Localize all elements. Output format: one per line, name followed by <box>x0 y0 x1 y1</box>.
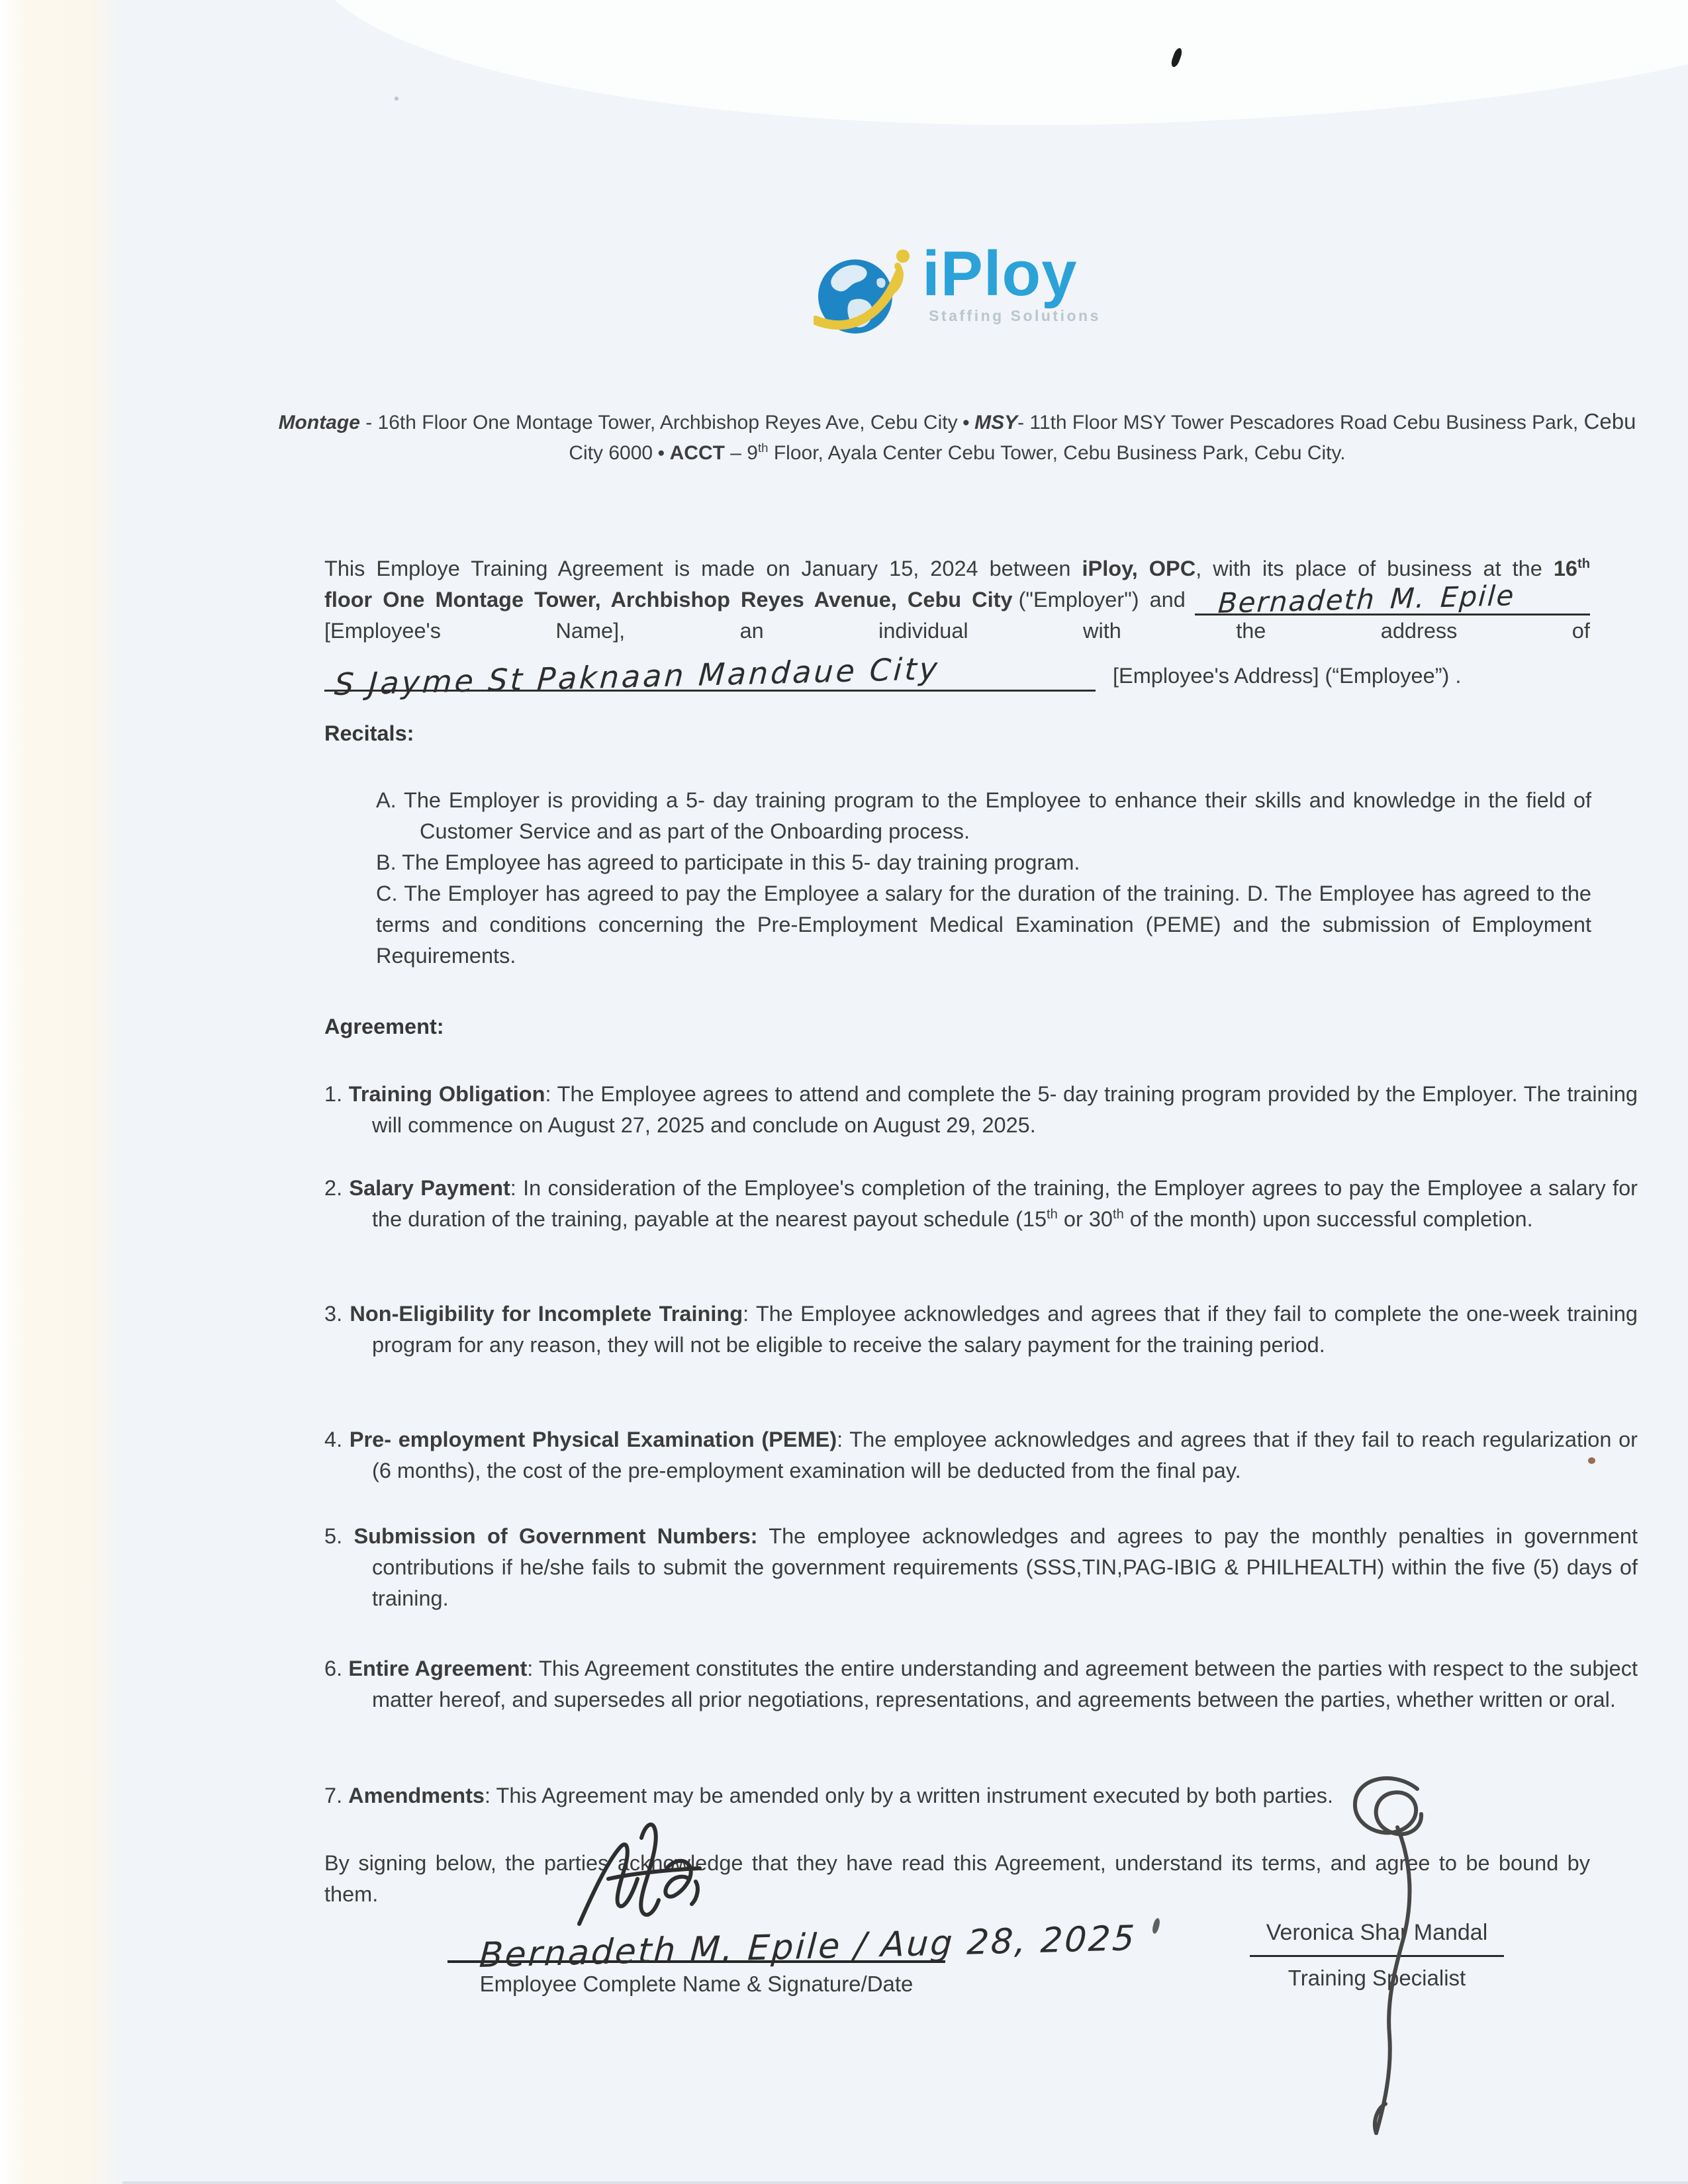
stain-speck <box>1588 1457 1595 1464</box>
recital-c: C. The Employer has agreed to pay the Employee a salary for the duration of the training. D. The Employee has agreed to the terms and conditions concerning the Pre-Employment Medical Examination (PEME) and the submission of Employment Requirements. <box>376 882 1591 968</box>
brand-wordmark: iPloy <box>922 238 1078 309</box>
handwritten-name-and-date: Bernadeth M. Epile / Aug 28, 2025 <box>478 1918 1138 1976</box>
intro-line-2: floor One Montage Tower, Archbishop Reyes Avenue, Cebu City ("Employer") and Bernadeth M. Epile <box>324 584 1590 615</box>
intro-line-4: S Jayme St Paknaan Mandaue City [Employee's Address] (“Employee”) . <box>324 653 1590 692</box>
iploy-logo <box>324 238 1590 344</box>
clause-7-amendments: 7. Amendments: This Agreement may be amended only by a written instrument executed by both parties. <box>324 1784 1334 1807</box>
clause-4-peme: 4. Pre- employment Physical Examination (PEME): The employee acknowledges and agrees that if they fail to reach regularization or (6 months), the cost of the pre-employment examination will be deducted from the final pay. <box>324 1428 1638 1482</box>
bullet-separator-icon: ● <box>962 416 970 430</box>
employee-name-blank <box>1195 579 1590 619</box>
recitals-heading: Recitals: <box>324 721 414 745</box>
ink-speck <box>395 97 399 101</box>
address-line-1: Montage - 16th Floor One Montage Tower, Archbishop Reyes Ave, Cebu City ● MSY- 11th Floor MSY Tower Pescadores Road Cebu Business Park, Cebu <box>278 409 1636 433</box>
recitals-list <box>376 785 1591 972</box>
brand-tagline: Staffing Solutions <box>929 307 1101 324</box>
intro-paragraph <box>324 553 1590 703</box>
globe-swoosh-icon <box>814 245 914 344</box>
handwritten-employee-name: Bernadeth M. Epile <box>1217 579 1516 619</box>
employee-signature-scribble <box>570 1817 729 1931</box>
agreement-heading: Agreement: <box>324 1015 444 1038</box>
employee-address-blank <box>324 650 1096 703</box>
clause-2-salary-payment: 2. Salary Payment: In consideration of the Employee's completion of the training, the Employer agrees to pay the Employee a salary for the duration of the training, payable at the nearest payout schedule (15th or 30th of the month) upon successful completion. <box>324 1176 1638 1231</box>
trainer-title-label: Training Specialist <box>1288 1966 1466 1990</box>
clause-6-entire-agreement: 6. Entire Agreement: This Agreement constitutes the entire understanding and agreement between the parties with respect to the subject matter hereof, and supersedes all prior negotiations, representations, and agreements between the parties, whether written or oral. <box>324 1657 1638 1711</box>
intro-line-3: [Employee's Name], an individual with the address of <box>324 619 1590 643</box>
bullet-separator-icon: ● <box>657 446 665 460</box>
handwritten-employee-address: S Jayme St Paknaan Mandaue City <box>333 650 941 703</box>
intro-line-1: This Employe Training Agreement is made on January 15, 2024 between iPloy, OPC, with its place of business at the 16th <box>324 557 1590 580</box>
recital-b: B. The Employee has agreed to participate in this 5- day training program. <box>376 850 1080 874</box>
employee-signature-label: Employee Complete Name & Signature/Date <box>479 1972 914 1996</box>
clause-1-training-obligation: 1. Training Obligation: The Employee agrees to attend and complete the 5- day training program provided by the Employer. The training will commence on August 27, 2025 and conclude on August 29, 2025. <box>324 1082 1638 1137</box>
recital-a: A. The Employer is providing a 5- day training program to the Employee to enhance their skills and knowledge in the field of Customer Service and as part of the Onboarding process. <box>376 788 1591 843</box>
closing-paragraph: By signing below, the parties acknowledge that they have read this Agreement, understand its terms, and agree to be bound by them. <box>324 1851 1590 1906</box>
clause-5-government-numbers: 5. Submission of Government Numbers: The employee acknowledges and agrees to pay the monthly penalties in government contributions if he/she fails to submit the government requirements (SSS,TIN,PAG-IBIG & PHILHEALTH) within the five (5) days of training. <box>324 1524 1638 1610</box>
address-line-2: City 6000 ● ACCT – 9th Floor, Ayala Center Cebu Tower, Cebu Business Park, Cebu City. <box>569 441 1346 464</box>
trainer-signature-block <box>1250 1919 1504 1991</box>
company-address-block <box>278 406 1636 469</box>
clause-3-non-eligibility: 3. Non-Eligibility for Incomplete Training: The Employee acknowledges and agrees that if they fail to complete the one-week training program for any reason, they will not be eligible to receive the salary payment for the training period. <box>324 1302 1638 1357</box>
trainer-name: Veronica Shar Mandal <box>1250 1919 1504 1957</box>
logo-text-block <box>922 238 1101 325</box>
